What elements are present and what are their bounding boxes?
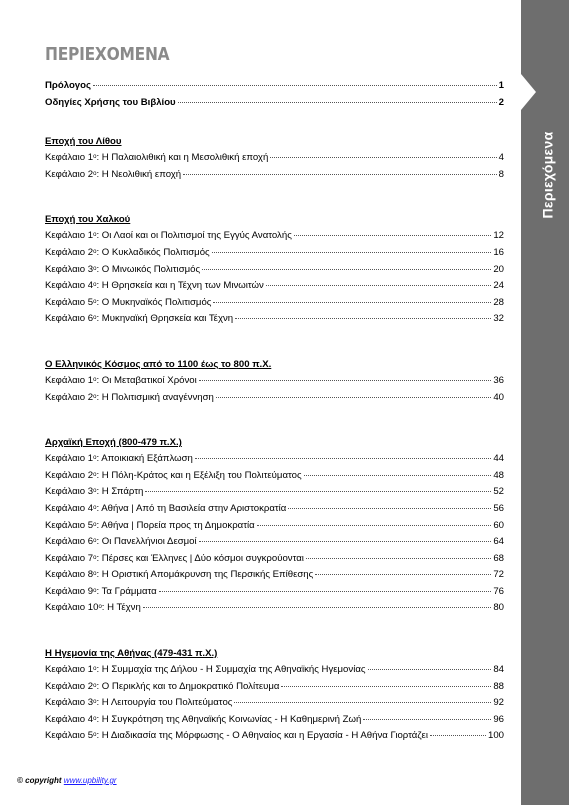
toc-entry-label	[45, 262, 200, 279]
toc-entry[interactable]	[45, 679, 504, 696]
toc-entry-label	[45, 150, 268, 167]
toc-entry-page: 76	[493, 585, 504, 597]
toc-entry-page: 96	[493, 713, 504, 725]
toc-entry-page: 48	[493, 469, 504, 481]
chapter-number: Κεφάλαιο 3	[45, 263, 94, 275]
chapter-number: Κεφάλαιο 1	[45, 374, 94, 386]
ordinal-mark: ο	[93, 170, 97, 177]
chapter-title: : Η Τέχνη	[101, 602, 141, 614]
dot-leader	[216, 397, 491, 398]
toc-entry-page: 44	[493, 453, 504, 465]
toc-entry-label	[45, 584, 157, 601]
chapter-title: : Η Νεολιθική εποχή	[96, 168, 182, 180]
dot-leader	[288, 508, 491, 509]
dot-leader	[234, 702, 491, 703]
ordinal-mark: ο	[93, 393, 97, 400]
toc-entry[interactable]	[45, 534, 504, 551]
toc-entry[interactable]	[45, 518, 504, 535]
toc-entry-page: 1	[498, 80, 504, 91]
toc-entry-label	[45, 451, 193, 468]
toc-entry-label	[45, 728, 428, 745]
toc-entry[interactable]	[45, 468, 504, 485]
toc-entry[interactable]	[45, 150, 504, 167]
chapter-number: Κεφάλαιο 2	[45, 391, 94, 403]
toc-entry-page: 64	[493, 536, 504, 548]
chapter-title: : Αποικιακή Εξάπλωση	[96, 453, 193, 465]
chapter-number: Κεφάλαιο 7	[45, 552, 94, 564]
dot-leader	[159, 591, 492, 592]
ordinal-mark: ο	[93, 282, 97, 289]
chapter-title: : Ο Μυκηναϊκός Πολιτισμός	[96, 296, 212, 308]
chapter-title: : Αθήνα | Από τη Βασιλεία στην Αριστοκρατία	[96, 502, 287, 514]
toc-entry-page: 4	[498, 152, 504, 164]
toc-entry-label	[45, 245, 210, 262]
toc-entry-page: 8	[498, 168, 504, 180]
page-title: ΠΕΡΙΕΧΟΜΕΝΑ	[45, 44, 170, 65]
chapter-title: : Τα Γράμματα	[96, 585, 157, 597]
chapter-number: Κεφάλαιο 2	[45, 469, 94, 481]
toc-entry-label	[45, 534, 197, 551]
ordinal-mark: ο	[93, 248, 97, 255]
toc-entry[interactable]	[45, 584, 504, 601]
toc-entry-label	[45, 567, 313, 584]
chapter-number: Κεφάλαιο 2	[45, 246, 94, 258]
toc-entry[interactable]	[45, 712, 504, 729]
dot-leader	[304, 475, 492, 476]
toc-entry[interactable]	[45, 484, 504, 501]
dot-leader	[143, 607, 492, 608]
toc-entry-page: 92	[493, 697, 504, 709]
toc-entry-label	[45, 373, 197, 390]
side-tab-label: Περιεχόμενα	[539, 131, 555, 219]
chapter-title: : Η Διαδικασία της Μόρφωσης - Ο Αθηναίος και η Εργασία - Η Αθήνα Γιορτάζει	[96, 730, 428, 742]
ordinal-mark: ο	[93, 554, 97, 561]
chapter-title: : Η Πολιτισμική αναγέννηση	[96, 391, 214, 403]
chapter-title: : Η Θρησκεία και η Τέχνη των Μινωιτών	[96, 280, 264, 292]
toc-entry-label	[45, 551, 304, 568]
dot-leader	[213, 302, 491, 303]
dot-leader	[257, 525, 492, 526]
toc-entry[interactable]	[45, 295, 504, 312]
dot-leader	[178, 102, 497, 103]
toc-entry-label	[45, 600, 141, 617]
toc-entry-page: 56	[493, 502, 504, 514]
toc-entry-label	[45, 695, 232, 712]
side-tab[interactable]	[527, 110, 567, 240]
dot-leader	[93, 85, 497, 86]
dot-leader	[202, 269, 491, 270]
chapter-number: Κεφάλαιο 10	[45, 602, 99, 614]
website-link[interactable]: www.upbility.gr	[63, 776, 117, 785]
chapter-title: : Η Πόλη-Κράτος και η Εξέλιξη του Πολιτεύματος	[96, 469, 302, 481]
toc-entry[interactable]	[45, 311, 504, 328]
ordinal-mark: ο	[93, 666, 97, 673]
chapter-title: : Ο Μινωικός Πολιτισμός	[96, 263, 201, 275]
toc-entry-page: 80	[493, 602, 504, 614]
toc-entry[interactable]	[45, 262, 504, 279]
section-gap	[45, 183, 504, 212]
ordinal-mark: ο	[93, 571, 97, 578]
chapter-number: Κεφάλαιο 5	[45, 519, 94, 531]
toc-entry-instructions[interactable]	[45, 95, 504, 112]
toc-entry-page: 52	[493, 486, 504, 498]
dot-leader	[281, 686, 491, 687]
ordinal-mark: ο	[93, 376, 97, 383]
chapter-number: Κεφάλαιο 4	[45, 713, 94, 725]
chapter-number: Κεφάλαιο 4	[45, 280, 94, 292]
toc-entry[interactable]	[45, 373, 504, 390]
chapter-number: Κεφάλαιο 8	[45, 569, 94, 581]
toc-entry-label	[45, 679, 279, 696]
toc-entry-label	[45, 311, 233, 328]
toc-entry-page: 2	[498, 96, 504, 108]
toc-entry[interactable]	[45, 501, 504, 518]
dot-leader	[212, 252, 492, 253]
chapter-number: Κεφάλαιο 3	[45, 486, 94, 498]
toc-entry[interactable]	[45, 567, 504, 584]
toc-entry[interactable]	[45, 695, 504, 712]
toc-entry[interactable]	[45, 245, 504, 262]
chapter-title: : Η Συγκρότηση της Αθηναϊκής Κοινωνίας - Η Καθημερινή Ζωή	[96, 713, 362, 725]
toc-entry-label	[45, 278, 264, 295]
chapter-number: Κεφάλαιο 3	[45, 697, 94, 709]
dot-leader	[368, 669, 492, 670]
toc-entry-label	[45, 167, 181, 184]
toc-entry-page: 40	[493, 391, 504, 403]
toc-entry[interactable]	[45, 278, 504, 295]
chapter-title: : Η Λειτουργία του Πολιτεύματος	[96, 697, 233, 709]
chapter-number: Κεφάλαιο 2	[45, 168, 94, 180]
toc-entry[interactable]	[45, 390, 504, 407]
chapter-number: Κεφάλαιο 5	[45, 730, 94, 742]
chapter-title: : Αθήνα | Πορεία προς τη Δημοκρατία	[96, 519, 255, 531]
ordinal-mark: ο	[93, 538, 97, 545]
table-of-contents	[45, 78, 504, 745]
dot-leader	[266, 285, 492, 286]
toc-entry-page: 16	[493, 246, 504, 258]
toc-entry-page: 12	[493, 230, 504, 242]
dot-leader	[363, 719, 491, 720]
chapter-title: : Μυκηναϊκή Θρησκεία και Τέχνη	[96, 313, 234, 325]
section-gap	[45, 111, 504, 134]
toc-entry-label	[45, 228, 292, 245]
toc-entry-page: 24	[493, 280, 504, 292]
section-gap	[45, 328, 504, 357]
toc-entry-page: 60	[493, 519, 504, 531]
toc-entry-page: 28	[493, 296, 504, 308]
ordinal-mark: ο	[93, 699, 97, 706]
ordinal-mark: ο	[93, 232, 97, 239]
dot-leader	[235, 318, 491, 319]
toc-entry-page: 72	[493, 569, 504, 581]
toc-entry-page: 32	[493, 313, 504, 325]
ordinal-mark: ο	[93, 298, 97, 305]
chapter-number: Κεφάλαιο 6	[45, 313, 94, 325]
toc-entry-page: 20	[493, 263, 504, 275]
toc-entry[interactable]	[45, 451, 504, 468]
ordinal-mark: ο	[93, 488, 97, 495]
section-gap	[45, 617, 504, 646]
dot-leader	[199, 380, 492, 381]
dot-leader	[183, 174, 497, 175]
toc-entry-label	[45, 501, 286, 518]
dot-leader	[145, 491, 491, 492]
toc-entry[interactable]	[45, 662, 504, 679]
ordinal-mark: ο	[93, 521, 97, 528]
ordinal-mark: ο	[93, 732, 97, 739]
footer	[17, 776, 117, 785]
toc-entry-page: 100	[487, 730, 504, 742]
chapter-title: : Οι Πανελλήνιοι Δεσμοί	[96, 536, 197, 548]
ordinal-mark: ο	[93, 715, 97, 722]
toc-entry-label	[45, 390, 214, 407]
ordinal-mark: ο	[93, 504, 97, 511]
dot-leader	[306, 558, 491, 559]
chapter-number: Κεφάλαιο 1	[45, 152, 94, 164]
chapter-title: : Η Σπάρτη	[96, 486, 144, 498]
chapter-title: : Οι Λαοί και οι Πολιτισμοί της Εγγύς Ανατολής	[96, 230, 292, 242]
toc-entry-page: 84	[493, 664, 504, 676]
section-heading: Αρχαϊκή Εποχή (800-479 π.Χ.)	[45, 437, 182, 449]
section-heading: Η Ηγεμονία της Αθήνας (479-431 π.Χ.)	[45, 648, 218, 660]
copyright-text: © copyright	[17, 776, 62, 785]
toc-entry-label: Οδηγίες Χρήσης του Βιβλίου	[45, 96, 176, 108]
chapter-number: Κεφάλαιο 4	[45, 502, 94, 514]
chapter-title: : Πέρσες και Έλληνες | Δύο κόσμοι συγκρούονται	[96, 552, 304, 564]
toc-entry-label	[45, 712, 361, 729]
ordinal-mark: ο	[93, 471, 97, 478]
chapter-title: : Η Οριστική Απομάκρυνση της Περσικής Επίθεσης	[96, 569, 314, 581]
toc-entry-label	[45, 662, 366, 679]
toc-entry-label: Πρόλογος	[45, 80, 91, 91]
toc-sections	[45, 111, 504, 745]
chapter-number: Κεφάλαιο 2	[45, 680, 94, 692]
section-gap	[45, 406, 504, 435]
sidebar-notch	[521, 74, 536, 110]
toc-entry-page: 88	[493, 680, 504, 692]
toc-entry-page: 68	[493, 552, 504, 564]
section-heading: Εποχή του Χαλκού	[45, 214, 131, 226]
chapter-number: Κεφάλαιο 6	[45, 536, 94, 548]
chapter-title: : Η Συμμαχία της Δήλου - Η Συμμαχία της Αθηναϊκής Ηγεμονίας	[96, 664, 366, 676]
chapter-number: Κεφάλαιο 1	[45, 230, 94, 242]
chapter-title: : Ο Περικλής και το Δημοκρατικό Πολίτευμα	[96, 680, 280, 692]
dot-leader	[430, 735, 486, 736]
section-heading: Εποχή του Λίθου	[45, 136, 122, 148]
chapter-number: Κεφάλαιο 9	[45, 585, 94, 597]
ordinal-mark: ο	[98, 604, 102, 611]
section-heading: Ο Ελληνικός Κόσμος από το 1100 έως το 800 π.Χ.	[45, 358, 272, 370]
chapter-number: Κεφάλαιο 5	[45, 296, 94, 308]
toc-entry-label	[45, 518, 255, 535]
chapter-title: : Οι Μεταβατικοί Χρόνοι	[96, 374, 197, 386]
dot-leader	[294, 235, 492, 236]
dot-leader	[270, 157, 496, 158]
toc-entry[interactable]	[45, 728, 504, 745]
dot-leader	[195, 458, 491, 459]
toc-entry[interactable]	[45, 167, 504, 184]
dot-leader	[315, 574, 491, 575]
chapter-number: Κεφάλαιο 1	[45, 453, 94, 465]
toc-entry-label	[45, 295, 211, 312]
ordinal-mark: ο	[93, 154, 97, 161]
ordinal-mark: ο	[93, 587, 97, 594]
ordinal-mark: ο	[93, 315, 97, 322]
toc-entry-page: 36	[493, 374, 504, 386]
toc-entry[interactable]	[45, 228, 504, 245]
chapter-title: : Ο Κυκλαδικός Πολιτισμός	[96, 246, 210, 258]
toc-entry[interactable]	[45, 600, 504, 617]
toc-entry-label	[45, 484, 143, 501]
ordinal-mark: ο	[93, 682, 97, 689]
dot-leader	[199, 541, 492, 542]
toc-entry-prologue[interactable]	[45, 78, 504, 95]
toc-entry-label	[45, 468, 302, 485]
ordinal-mark: ο	[93, 455, 97, 462]
chapter-title: : Η Παλαιολιθική και η Μεσολιθική εποχή	[96, 152, 269, 164]
ordinal-mark: ο	[93, 265, 97, 272]
chapter-number: Κεφάλαιο 1	[45, 664, 94, 676]
toc-entry[interactable]	[45, 551, 504, 568]
